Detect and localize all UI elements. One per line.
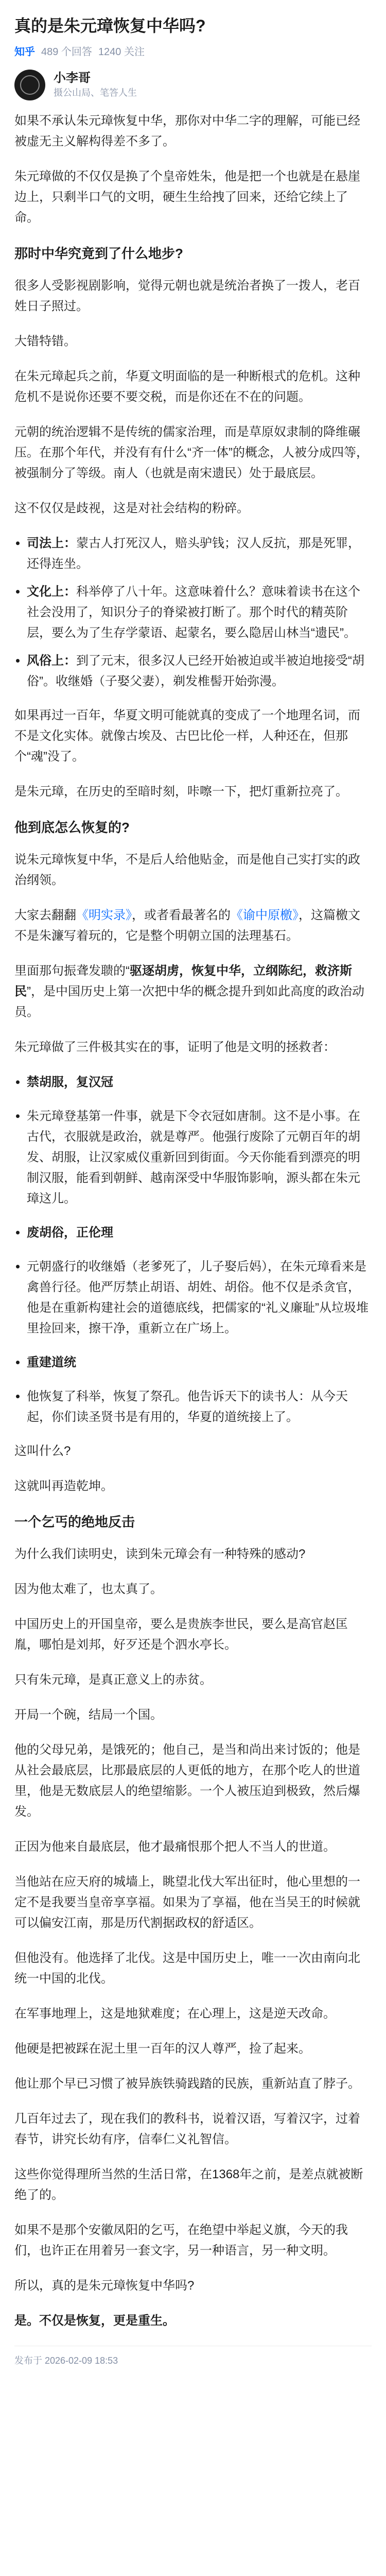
bullet-item [27, 582, 372, 643]
measure-title-list [14, 1072, 372, 1093]
bullet-lead: 司法上： [27, 536, 76, 550]
paragraph: 在朱元璋起兵之前，华夏文明面临的是一种断根式的危机。这种危机不是说你还要不要交税，而是你还在不在的问题。 [14, 369, 360, 404]
measure-body: • 他恢复了科举，恢复了祭孔。他告诉天下的读书人：从今天起，你们读圣贤书是有用的，华夏的道统接上了。 [27, 1386, 372, 1428]
paragraph: 当他站在应天府的城墙上，眺望北伐大军出征时，他心里想的一定不是我要当皇帝享享福。如果为了享福，他在当吴王的时候就可以偏安江南，那是历代割据政权的舒适区。 [14, 1875, 360, 1930]
measure-title [27, 1352, 372, 1373]
inline-text: 大家去翻翻 [14, 908, 76, 922]
question-title[interactable]: 真的是朱元璋恢复中华吗? [14, 16, 206, 35]
answer-count: 489 个回答 [41, 46, 92, 58]
paragraph: 元朝的统治逻辑不是传统的儒家治理，而是草原奴隶制的降维碾压。在那个年代，并没有有什么“齐一体”的概念，人被分成四等，被强制分了等级。南人（也就是南宋遗民）处于最底层。 [14, 425, 369, 480]
app-brand-label[interactable]: 知乎 [14, 46, 35, 58]
paragraph: 是。不仅是恢复，更是重生。 [14, 2314, 175, 2328]
measure-body: • 元朝盛行的收继婚（老爹死了，儿子娶后妈），在朱元璋看来是禽兽行径。他严厉禁止胡语、胡姓、胡俗。他不仅是杀贪官，他是在重新构建社会的道德底线，把儒家的“礼义廉耻”从垃圾堆里捡回来，擦干净，重新立在广场上。 [27, 1257, 372, 1339]
paragraph: 正因为他来自最底层，他才最痛恨那个把人不当人的世道。 [14, 1840, 336, 1854]
paragraph: 大错特错。 [14, 334, 76, 348]
measure-title-text: 禁胡服，复汉冠 [27, 1075, 113, 1089]
paragraph: 几百年过去了，现在我们的教科书，说着汉语，写着汉字，过着春节，讲究长幼有序，信奉仁义礼智信。 [14, 2112, 360, 2146]
measure-body: • 朱元璋登基第一件事，就是下令衣冠如唐制。这不是小事。在古代，衣服就是政治，就是尊严。他强行废除了元朝百年的胡发、胡服，让汉家威仪重新回到街面。今天你能看到漂亮的明制汉服，能看到朝鲜、越南深受中华服饰影响，源头都在朱元璋这儿。 [27, 1106, 372, 1209]
paragraph: 中国历史上的开国皇帝，要么是贵族李世民，要么是高官赵匡胤，哪怕是刘邦，好歹还是个泗水亭长。 [14, 1617, 348, 1652]
bullet-item [27, 533, 372, 574]
author-name[interactable]: 小李哥 [54, 71, 91, 85]
bullet-lead: 风俗上： [27, 654, 76, 668]
bullet-text: 到了元末，很多汉人已经开始被迫或半被迫地接受“胡俗”。收继婚（子娶父妻），剃发椎髻开始弥漫。 [27, 654, 364, 688]
inline-text: ，或者看最著名的 [132, 908, 231, 922]
paragraph: 如果不承认朱元璋恢复中华，那你对中华二字的理解，可能已经被虚无主义解构得差不多了。 [14, 114, 360, 148]
measure-body-list [14, 1257, 372, 1339]
paragraph [14, 905, 372, 946]
inline-link[interactable]: 《明实录》 [76, 908, 132, 922]
paragraph: 但他没有。他选择了北伐。这是中国历史上，唯一一次由南向北统一中国的北伐。 [14, 1951, 360, 1986]
inline-text: 里面那句振聋发聩的“ [14, 964, 130, 978]
section-heading: 他到底怎么恢复的? [14, 820, 130, 835]
measure-title-text: 废胡俗，正伦理 [27, 1226, 113, 1240]
paragraph: 只有朱元璋，是真正意义上的赤贫。 [14, 1673, 212, 1687]
measure-body-list [14, 1106, 372, 1209]
measure-title-list [14, 1223, 372, 1243]
paragraph: 他的父母兄弟，是饿死的；他自己，是当和尚出来讨饭的；他是从社会最底层，比那最底层的人更低的地方，在那个吃人的世道里，他是无数底层人的绝望缩影。一个人被压迫到极致，然后爆发。 [14, 1743, 360, 1819]
paragraph: 是朱元璋，在历史的至暗时刻，咔嚓一下，把灯重新拉亮了。 [14, 785, 348, 799]
avatar[interactable] [14, 70, 45, 100]
measure-title [27, 1072, 372, 1093]
paragraph: 这叫什么? [14, 1444, 71, 1458]
paragraph: 很多人受影视剧影响，觉得元朝也就是统治者换了一拨人，老百姓日子照过。 [14, 279, 360, 313]
author-bio: 摄公山局、笔答人生 [54, 88, 137, 98]
inline-text: ，这篇檄文不是朱濂写着玩的，它是整个明朝立国的法理基石。 [14, 908, 360, 943]
paragraph: 这就叫再造乾坤。 [14, 1479, 113, 1493]
answer-footer [14, 2346, 372, 2374]
paragraph [14, 961, 372, 1023]
bullet-text: 科举停了八十年。这意味着什么？意味着读书在这个社会没用了，知识分子的脊梁被打断了。那个时代的精英阶层，要么为了生存学蒙语、起蒙名，要么隐居山林当“遗民”。 [27, 585, 360, 640]
section-heading: 一个乞丐的绝地反击 [14, 1514, 135, 1530]
paragraph: 这些你觉得理所当然的生活日常，在1368年之前，是差点就被断绝了的。 [14, 2167, 363, 2202]
measure-title-text: 重建道统 [27, 1355, 76, 1369]
section-heading: 那时中华究竟到了什么地步? [14, 246, 183, 261]
measure-section [14, 1223, 372, 1339]
measure-title-list [14, 1352, 372, 1373]
bullet-item [27, 651, 372, 692]
measure-section [14, 1072, 372, 1209]
paragraph: 说朱元璋恢复中华，不是后人给他贴金，而是他自己实打实的政治纲领。 [14, 853, 360, 887]
paragraph: 为什么我们读明史，读到朱元璋会有一种特殊的感动? [14, 1547, 306, 1561]
measure-section [14, 1352, 372, 1428]
paragraph: 如果不是那个安徽凤阳的乞丐，在绝望中举起义旗，今天的我们，也许正在用着另一套文字，另一种语言，另一种文明。 [14, 2223, 348, 2258]
question-meta [14, 43, 372, 58]
paragraph: 在军事地理上，这是地狱难度；在心理上，这是逆天改命。 [14, 2007, 336, 2021]
bullet-lead: 文化上： [27, 585, 76, 599]
measure-body-list [14, 1386, 372, 1428]
paragraph: 他让那个早已习惯了被异族铁骑践踏的民族，重新站直了脖子。 [14, 2077, 360, 2091]
paragraph: 因为他太难了，也太真了。 [14, 1582, 163, 1596]
paragraph: 所以，真的是朱元璋恢复中华吗? [14, 2279, 195, 2293]
paragraph: 开局一个碗，结局一个国。 [14, 1708, 163, 1722]
bullet-list [14, 533, 372, 692]
publish-time: 发布于 2026-02-09 18:53 [14, 2355, 118, 2366]
avatar-ring-icon [20, 75, 40, 95]
paragraph: 朱元璋做的不仅仅是换了个皇帝姓朱，他是把一个也就是在悬崖边上，只剩半口气的文明，硬生生给拽了回来，还给它续上了命。 [14, 170, 360, 225]
paragraph: 他硬是把被踩在泥土里一百年的汉人尊严，捡了起来。 [14, 2042, 311, 2056]
inline-link[interactable]: 《谕中原檄》 [231, 908, 299, 922]
bullet-text: 蒙古人打死汉人，赔头驴钱；汉人反抗，那是死罪，还得连坐。 [27, 536, 360, 571]
author-card[interactable] [14, 70, 372, 100]
answer-content [14, 111, 372, 2331]
paragraph: 朱元璋做了三件极其实在的事，证明了他是文明的拯救者： [14, 1040, 336, 1054]
inline-text: ”，是中国历史上第一次把中华的概念提升到如此高度的政治动员。 [14, 985, 364, 1019]
measure-title [27, 1223, 372, 1243]
inline-bold: 驱逐胡虏，恢复中华，立纲陈纪，救济斯民 [14, 964, 352, 998]
paragraph: 如果再过一百年，华夏文明可能就真的变成了一个地理名词，而不是文化实体。就像古埃及、古巴比伦一样，人种还在，但那个“魂”没了。 [14, 708, 360, 764]
follower-count: 1240 关注 [98, 46, 145, 58]
paragraph: 这不仅仅是歧视，这是对社会结构的粉碎。 [14, 501, 249, 515]
